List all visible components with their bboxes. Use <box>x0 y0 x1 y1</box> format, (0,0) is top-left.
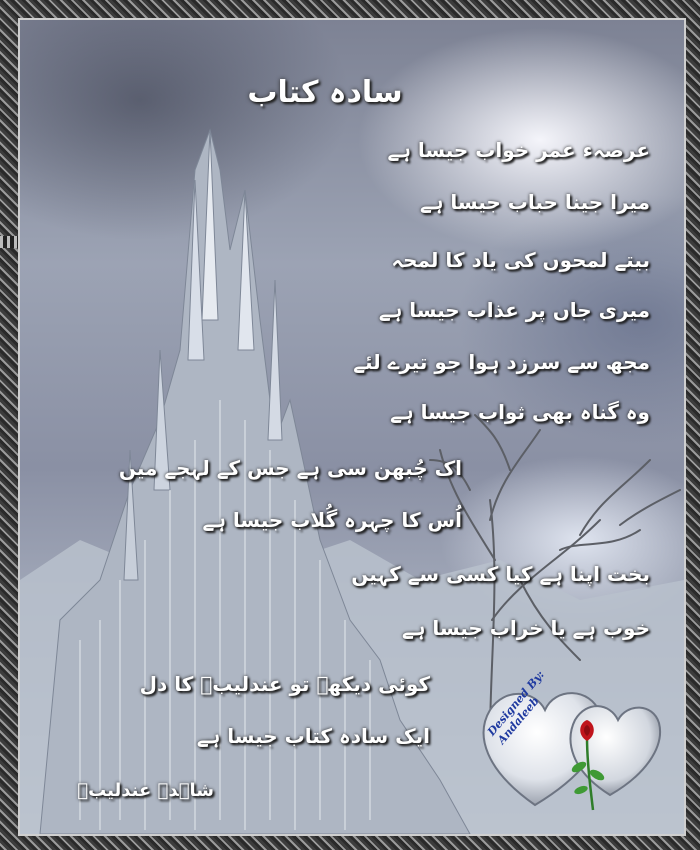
poem-line-11: کوئی دیکھے تو عندلیبؔ کا دل <box>139 672 430 696</box>
poem-line-6: وہ گناہ بھی ثواب جیسا ہے <box>390 400 650 424</box>
poem-line-7: اک چُبھن سی ہے جس کے لہجے میں <box>118 456 462 480</box>
heart-badge <box>475 668 665 815</box>
poem-line-8: اُس کا چہرہ گُلاب جیسا ہے <box>202 508 462 532</box>
poet-signature: شاہدہ عندلیبؔ <box>77 780 214 801</box>
artwork-canvas <box>18 18 686 836</box>
poem-line-3: بیتے لمحوں کی یاد کا لمحہ <box>391 248 650 272</box>
poem-line-10: خوب ہے یا خراب جیسا ہے <box>401 616 650 640</box>
designer-credit: Designed By: Andaleeb <box>485 668 547 747</box>
poem-line-5: مجھ سے سرزد ہوا جو تیرے لئے <box>353 350 650 374</box>
poem-line-1: عرصہء عمر خواب جیسا ہے <box>387 138 650 162</box>
poem-title: سادہ کتاب <box>247 75 403 110</box>
poem-line-4: میری جاں پر عذاب جیسا ہے <box>378 298 650 322</box>
poem-line-9: بخت اپنا ہے کیا کسی سے کہیں <box>351 562 650 586</box>
poem-line-2: میرا جینا حباب جیسا ہے <box>419 190 650 214</box>
poem-line-12: ایک سادہ کتاب جیسا ہے <box>196 724 430 748</box>
